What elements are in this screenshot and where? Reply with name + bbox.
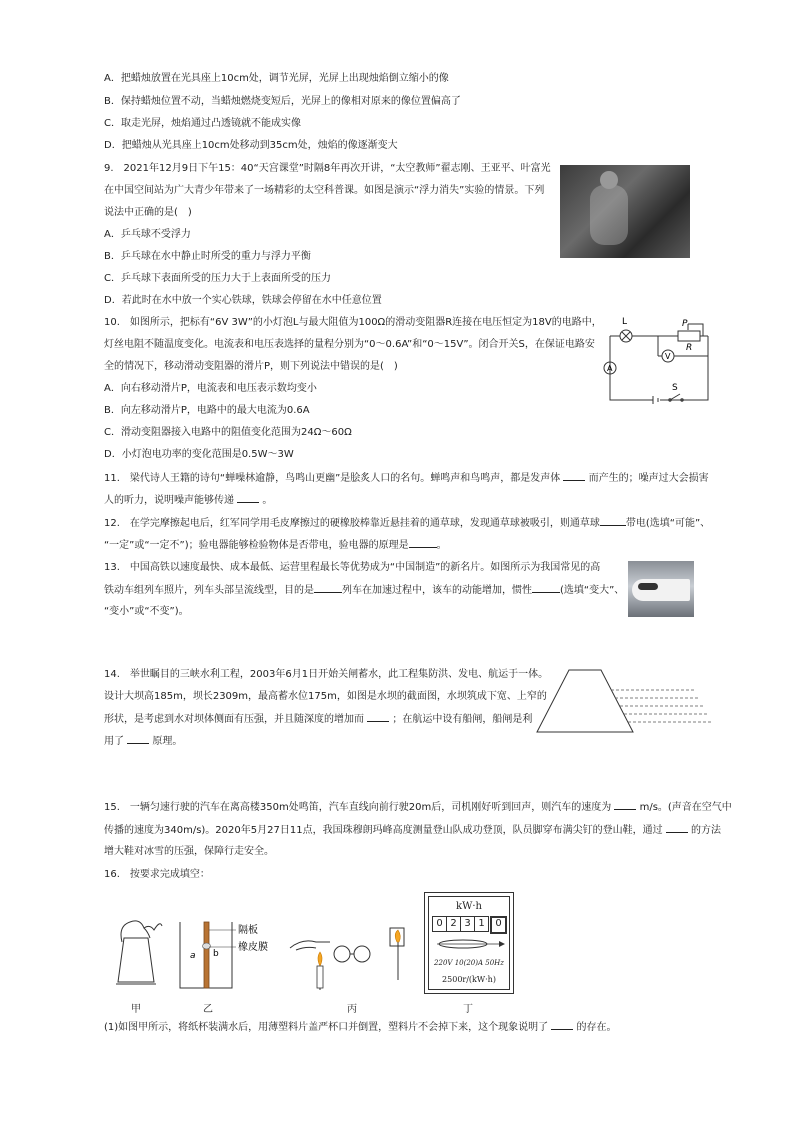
q10-option-d: D．小灯泡电功率的变化范围是0.5W～3W (104, 449, 294, 460)
meter-disc (433, 937, 505, 951)
meter-digit: 1 (475, 916, 489, 932)
q16-blank-1[interactable] (551, 1020, 573, 1030)
q15-line2-text-b: 的方法 (690, 825, 721, 836)
q16-sub1-text-a: (1)如图甲所示，将纸杯装满水后，用薄塑料片盖严杯口并倒置，塑料片不会掉下来，这个现象说明了 (104, 1022, 549, 1033)
label-rubber-membrane: 橡皮膜 (238, 942, 268, 953)
q15-blank-1[interactable] (614, 800, 636, 810)
q10-option-c: C．滑动变阻器接入电路中的阻值变化范围为24Ω～60Ω (104, 427, 352, 438)
dam-cross-section (535, 666, 715, 738)
q14-line3-text-b: ；在航运中设有船闸，船闸是利 (392, 714, 533, 725)
q9-stem-line1: 9. 2021年12月9日下午15：40“天宫课堂”时隔8年再次开讲，“太空教师”翟志刚、王亚平、叶富光 (104, 163, 551, 174)
meter-rate: 2500r/(kW·h) (442, 975, 496, 984)
q12-line1 (104, 516, 710, 531)
label-b: b (213, 949, 219, 959)
figure-label-ding: 丁 (463, 1004, 473, 1015)
q15-line2-text-a: 传播的速度为340m/s)。2020年5月27日11点，我国珠穆朗玛峰高度测量登山队成功登顶，队员脚穿布满尖钉的登山鞋，通过 (104, 825, 663, 836)
meter-digit-decimal: 0 (490, 916, 507, 934)
q14-blank-1[interactable] (367, 712, 389, 722)
space-class-photo (560, 165, 690, 258)
q13-line3: “变小”或“不变”)。 (104, 606, 189, 617)
q14-line3 (104, 712, 532, 727)
q9-option-c: C．乒乓球下表面所受的压力大于上表面所受的压力 (104, 273, 331, 284)
q16-sub1-text-b: 的存在。 (576, 1022, 617, 1033)
q13-line2 (104, 583, 624, 598)
q12-blank-1[interactable] (600, 516, 626, 526)
q12-blank-2[interactable] (409, 538, 437, 548)
train-window-shape (638, 583, 658, 590)
circuit-label-r: R (686, 343, 693, 353)
q12-line2 (104, 538, 447, 553)
q15-line2 (104, 823, 721, 838)
high-speed-train-photo (628, 561, 694, 617)
q12-line1-text-b: 带电(选填“可能”、 (625, 518, 711, 529)
q9-stem-line3: 说法中正确的是( ) (104, 207, 192, 218)
figure-label-bing: 丙 (347, 1004, 357, 1015)
q14-line4 (104, 734, 182, 749)
q9-option-b: B．乒乓球在水中静止时所受的重力与浮力平衡 (104, 251, 311, 262)
circuit-label-s: S (672, 383, 678, 393)
q11-line1-text-b: 而产生的；噪声过大会损害 (588, 473, 709, 484)
q13-blank-1[interactable] (314, 583, 342, 593)
q10-option-a: A．向右移动滑片P，电流表和电压表示数均变小 (104, 383, 317, 394)
q8-option-a: A．把蜡烛放置在光具座上10cm处，调节光屏，光屏上出现烛焰倒立缩小的像 (104, 73, 449, 84)
q10-option-b: B．向左移动滑片P，电路中的最大电流为0.6A (104, 405, 310, 416)
q12-line2-text-b: 。 (436, 540, 447, 551)
q8-option-d: D．把蜡烛从光具座上10cm处移动到35cm处，烛焰的像逐渐变大 (104, 140, 398, 151)
q13-line2-text-a: 铁动车组列车照片，列车头部呈流线型，目的是 (104, 585, 314, 596)
meter-digit: 0 (432, 916, 447, 932)
meter-unit: kW·h (456, 901, 482, 912)
circuit-label-l: L (622, 317, 628, 327)
q13-line2-text-b: 列车在加速过程中，该车的动能增加，惯性 (342, 585, 532, 596)
water-cup-shape (590, 185, 628, 245)
q14-line3-text-a: 形状，是考虑到水对坝体侧面有压强，并且随深度的增加而 (104, 714, 364, 725)
q15-line3: 增大鞋对冰雪的压强，保障行走安全。 (104, 846, 274, 857)
q11-line1-text-a: 11. 梁代诗人王籍的诗句“蝉噪林逾静，鸟鸣山更幽”是脍炙人口的名句。蝉鸣声和鸟鸣声，都是发声体 (104, 473, 561, 484)
q9-stem-line2: 在中国空间站为广大青少年带来了一场精彩的太空科普课。如图是演示“浮力消失”实验的情景。下列 (104, 185, 545, 196)
q14-line2: 设计大坝高185m，坝长2309m，最高蓄水位175m，如图是水坝的截面图，水坝筑成下宽、上窄的 (104, 691, 547, 702)
q10-stem-line2: 灯丝电阻不随温度变化。电流表和电压表选择的量程分别为“0～0.6A”和“0～15V”。闭合开关S，在保证电路安 (104, 339, 595, 350)
figure-bing-experiment (286, 924, 416, 992)
q9-option-a: A．乒乓球不受浮力 (104, 229, 191, 240)
circuit-diagram (598, 316, 713, 406)
figure-label-yi: 乙 (203, 1004, 213, 1015)
circuit-label-v: V (665, 352, 671, 361)
q16-line1: 16. 按要求完成填空： (104, 869, 210, 880)
q14-line1: 14. 举世瞩目的三峡水利工程，2003年6月1日开始关闸蓄水，此工程集防洪、发电、航运于一体。 (104, 669, 549, 680)
q15-blank-2[interactable] (666, 823, 688, 833)
q15-line1-text-a: 15. 一辆匀速行驶的汽车在离高楼350m处鸣笛，汽车直线向前行驶20m后，司机刚好听到回声，则汽车的速度为 (104, 802, 612, 813)
meter-spec: 220V 10(20)A 50Hz (434, 959, 504, 967)
q11-blank-1[interactable] (563, 471, 585, 481)
q15-line1 (104, 800, 732, 815)
q14-line4-text-a: 用了 (104, 736, 124, 747)
figure-yi-partition-container (176, 920, 276, 990)
q16-sub1 (104, 1020, 617, 1035)
meter-digit: 3 (461, 916, 475, 932)
q14-line4-text-b: 原理。 (152, 736, 183, 747)
q11-line2-text-a: 人的听力，说明噪声能够传递 (104, 495, 234, 506)
figure-label-jia: 甲 (131, 1004, 141, 1015)
q13-line1: 13. 中国高铁以速度最快、成本最低、运营里程最长等优势成为“中国制造”的新名片。如图所示为我国常见的高 (104, 562, 601, 573)
q8-option-c: C．取走光屏，烛焰通过凸透镜就不能成实像 (104, 118, 301, 129)
q13-line2-text-c: (选填“变大”、 (560, 585, 625, 596)
q14-blank-2[interactable] (127, 734, 149, 744)
q8-option-b: B．保持蜡烛位置不动，当蜡烛燃烧变短后，光屏上的像相对原来的像位置偏高了 (104, 96, 461, 107)
q12-line1-text-a: 12. 在学完摩擦起电后，红军同学用毛皮摩擦过的硬橡胶棒靠近悬挂着的通草球，发现通草球被吸引，则通草球 (104, 518, 600, 529)
q10-stem-line1: 10. 如图所示，把标有“6V 3W”的小灯泡L与最大阻值为100Ω的滑动变阻器R连接在电压恒定为18V的电路中， (104, 317, 602, 328)
q11-blank-2[interactable] (237, 493, 259, 503)
q12-line2-text-a: “一定”或“一定不”)；验电器能够检验物体是否带电，验电器的原理是 (104, 540, 409, 551)
label-a: a (190, 951, 196, 961)
q15-line1-text-b: m/s。(声音在空气中 (639, 802, 732, 813)
circuit-label-p: P (682, 319, 688, 329)
q11-line2 (104, 493, 272, 508)
figure-ding-electricity-meter (424, 892, 514, 994)
q13-blank-2[interactable] (532, 583, 560, 593)
meter-digit-row (432, 916, 507, 934)
circuit-label-a: A (607, 364, 613, 373)
q10-stem-line3: 全的情况下，移动滑动变阻器的滑片P，则下列说法中错误的是( ) (104, 361, 398, 372)
q11-line1 (104, 471, 709, 486)
label-partition: 隔板 (238, 925, 258, 936)
figure-jia-inverted-cup (104, 912, 168, 990)
hand-shape (600, 171, 618, 189)
q9-option-d: D．若此时在水中放一个实心铁球，铁球会停留在水中任意位置 (104, 295, 382, 306)
q11-line2-text-b: 。 (262, 495, 273, 506)
meter-digit: 2 (447, 916, 461, 932)
